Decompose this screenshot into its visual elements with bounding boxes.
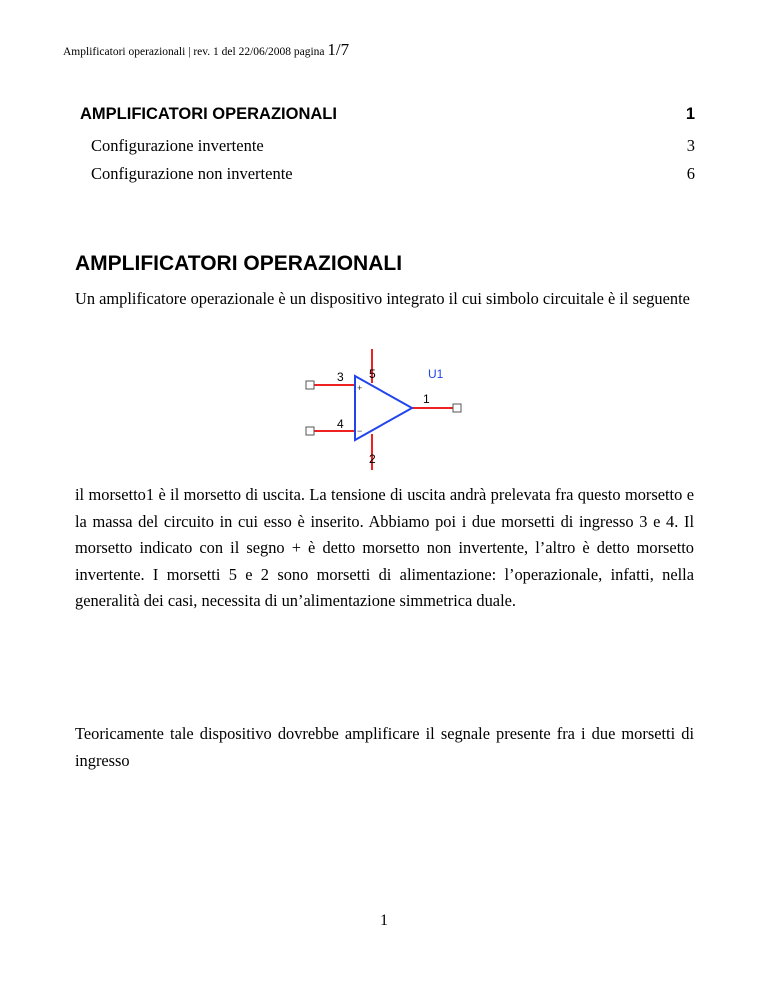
op-amp-diagram — [300, 346, 470, 476]
paragraph-theory: Teoricamente tale dispositivo dovrebbe amplificare il segnale presente fra i due morsetti di ingresso — [75, 724, 694, 770]
toc-entry-configurazione-non-invertente[interactable] — [80, 164, 695, 184]
toc-entry-page: 6 — [686, 164, 695, 183]
minus-sign: − — [357, 426, 363, 436]
terminal-input-plus — [306, 381, 314, 389]
op-amp-triangle — [355, 376, 412, 440]
running-header-page: 1/7 — [327, 40, 350, 59]
running-header-text: Amplificatori operazionali | rev. 1 del 22/06/2008 pagina — [63, 46, 325, 58]
paragraph-intro: Un amplificatore operazionale è un dispositivo integrato il cui simbolo circuitale è il seguente — [75, 289, 690, 308]
terminal-input-minus — [306, 427, 314, 435]
paragraph-description: il morsetto1 è il morsetto di uscita. La tensione di uscita andrà prelevata fra questo morsetto e la massa del circuito in cui esso è inserito. Abbiamo poi i due morsetti di ingresso 3 e 4. Il morsetto indicato con il segno + è detto morsetto non invertente, l’altro è detto morsetto invertente. I morsetti 5 e 2 sono morsetti di alimentazione: l’operazionale, infatti, nella generalità dei casi, necessita di un’alimentazione simmetrica duale. — [75, 485, 694, 610]
toc-entry-label: Configurazione invertente — [91, 136, 264, 155]
toc-entry-page: 3 — [686, 136, 695, 155]
terminal-output — [453, 404, 461, 412]
toc-main-entry[interactable] — [80, 105, 695, 124]
page-number: 1 — [380, 912, 388, 929]
plus-sign: + — [357, 383, 363, 393]
ref-label: U1 — [428, 367, 444, 381]
toc-main-page: 1 — [685, 105, 695, 123]
pin-label-bottom: 2 — [369, 452, 376, 466]
pin-label-top: 5 — [369, 367, 376, 381]
pin-label-plus: 3 — [337, 370, 344, 384]
pin-label-out: 1 — [423, 392, 430, 406]
toc-entry-configurazione-invertente[interactable] — [80, 136, 695, 156]
section-heading: AMPLIFICATORI OPERAZIONALI — [75, 252, 403, 275]
pin-label-minus: 4 — [337, 417, 344, 431]
toc-main-label: AMPLIFICATORI OPERAZIONALI — [80, 105, 337, 123]
running-header — [63, 40, 349, 60]
toc-entry-label: Configurazione non invertente — [91, 164, 293, 183]
